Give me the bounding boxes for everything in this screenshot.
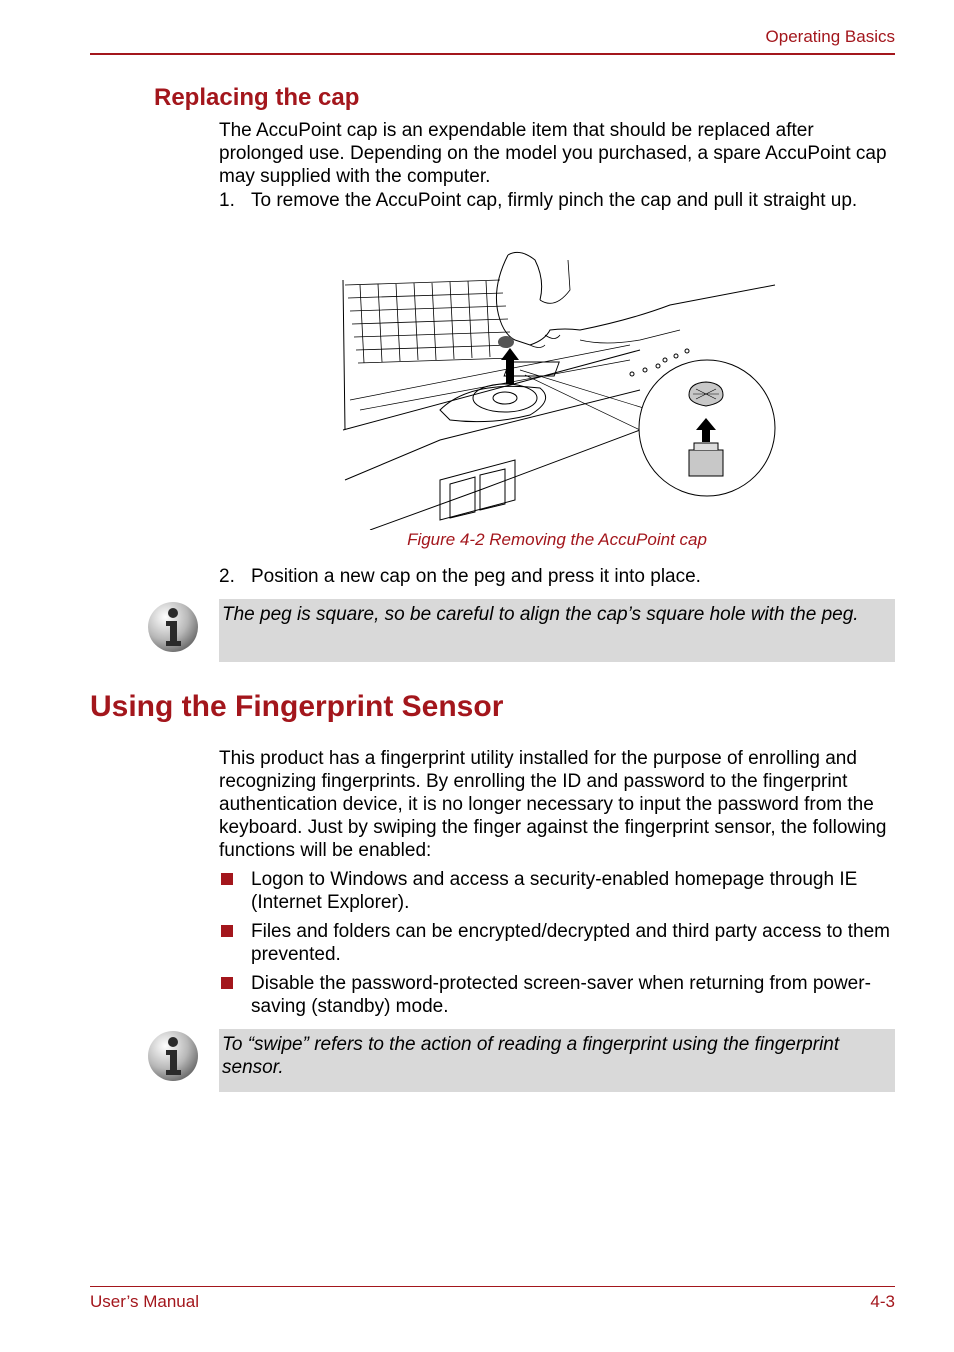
step-2 [219,565,899,588]
up-arrow-icon [501,348,519,384]
bullet-text: Logon to Windows and access a security-enabled homepage through IE (Internet Explorer). [251,869,858,913]
figure-caption: Figure 4-2 Removing the AccuPoint cap [407,530,707,549]
step-number: 2. [219,566,235,587]
square-bullet-icon [221,925,233,937]
running-header: Operating Basics [765,27,895,46]
footer-manual: User’s Manual [90,1292,199,1311]
bullet-item [219,972,899,1018]
bullet-text: Files and folders can be encrypted/decrypted and third party access to them prevented. [251,921,890,965]
intro-paragraph: The AccuPoint cap is an expendable item that should be replaced after prolonged use. Depending on the model you purchased, a spare AccuPoint cap may supplied with the computer. [219,120,887,187]
step-number: 1. [219,190,235,211]
header-rule [90,53,895,55]
step-text: Position a new cap on the peg and press it into place. [251,566,701,587]
square-bullet-icon [221,977,233,989]
info-icon [146,1029,200,1083]
section-heading-fingerprint: Using the Fingerprint Sensor [90,690,504,723]
bullet-item [219,920,899,966]
square-bullet-icon [221,873,233,885]
fingerprint-intro: This product has a fingerprint utility installed for the purpose of enrolling and recognizing fingerprints. By enrolling the ID and password to the fingerprint authentication device, it is no longer necessary to input the password from the keyboard. Just by swiping the finger against the fingerprint sensor, the following functions will be enabled: [219,748,887,861]
bullet-item [219,868,899,914]
step-1 [219,189,899,212]
keyboard-keys [345,280,514,363]
note-swipe-definition: To “swipe” refers to the action of reading a fingerprint using the fingerprint sensor. [219,1029,895,1092]
bullet-text: Disable the password-protected screen-saver when returning from power-saving (standby) mode. [251,973,871,1017]
footer-rule [90,1286,895,1287]
accupoint-figure [340,250,780,530]
step-text: To remove the AccuPoint cap, firmly pinch the cap and pull it straight up. [251,190,858,211]
note-peg-square: The peg is square, so be careful to align the cap’s square hole with the peg. [219,599,895,662]
page-number: 4-3 [870,1292,895,1311]
section-heading-replacing-cap: Replacing the cap [154,84,360,111]
info-icon [146,600,200,654]
